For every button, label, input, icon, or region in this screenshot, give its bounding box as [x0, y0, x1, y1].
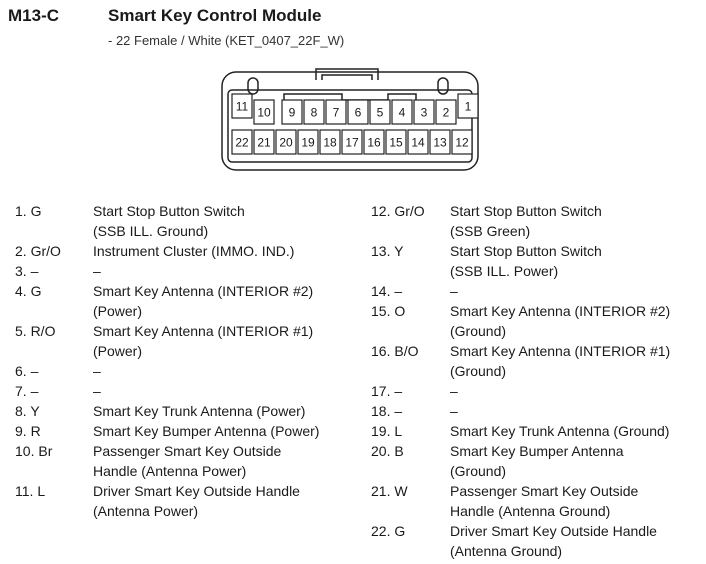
- pin-cell-13: [430, 130, 450, 154]
- pin-list-right: [371, 201, 670, 561]
- connector-subtitle: - 22 Female / White (KET_0407_22F_W): [108, 33, 345, 48]
- pin-description: –: [450, 383, 458, 399]
- pin-number: 7: [332, 105, 340, 120]
- pin-number: 5: [376, 105, 384, 120]
- pin-description: Smart Key Antenna (INTERIOR #2) (Ground): [450, 303, 671, 339]
- pin-cell-7: [326, 100, 346, 124]
- pin-entry: [15, 481, 319, 521]
- pin-cell-9: [282, 100, 302, 124]
- pin-number: 12: [455, 135, 469, 150]
- pin-entry: [15, 241, 319, 261]
- pin-description: Start Stop Button Switch (SSB ILL. Power): [450, 243, 602, 279]
- pin-entry: [371, 201, 670, 241]
- pin-entry: [371, 481, 670, 521]
- pin-description: Smart Key Antenna (INTERIOR #2) (Power): [93, 283, 314, 319]
- pin-entry: [371, 301, 670, 341]
- pin-cell-10: [254, 100, 274, 124]
- pin-entry: [15, 321, 319, 361]
- pin-description: Smart Key Bumper Antenna (Ground): [450, 443, 624, 479]
- pin-number: 14: [411, 135, 425, 150]
- pin-number-color: 15. O: [371, 303, 406, 319]
- connector-latch: [316, 69, 378, 80]
- module-title: Smart Key Control Module: [108, 6, 322, 25]
- pin-cell-11: [232, 94, 252, 118]
- pin-list-left: [15, 201, 319, 521]
- pin-number: 15: [389, 135, 403, 150]
- pin-description: Driver Smart Key Outside Handle (Antenna Ground): [450, 523, 657, 559]
- pin-number: 3: [420, 105, 428, 120]
- pin-description: Driver Smart Key Outside Handle (Antenna Power): [93, 483, 300, 519]
- pin-number-color: 5. R/O: [15, 323, 56, 339]
- pin-description: –: [93, 263, 101, 279]
- connector-tab-left: [248, 78, 258, 94]
- pin-description: Start Stop Button Switch (SSB ILL. Ground): [93, 203, 245, 239]
- pin-number: 16: [367, 135, 381, 150]
- pin-entry: [15, 261, 319, 281]
- pin-number-color: 13. Y: [371, 243, 404, 259]
- pin-number-color: 7. –: [15, 383, 39, 399]
- pin-cell-5: [370, 100, 390, 124]
- pin-entry: [15, 421, 319, 441]
- pin-entry: [15, 201, 319, 241]
- pin-cell-4: [392, 100, 412, 124]
- pin-number-color: 16. B/O: [371, 343, 419, 359]
- pin-cell-1: [458, 94, 478, 118]
- pin-description: Smart Key Trunk Antenna (Power): [93, 403, 306, 419]
- pin-cell-22: [232, 130, 252, 154]
- pin-number-color: 20. B: [371, 443, 404, 459]
- pin-description: –: [450, 403, 458, 419]
- pin-number-color: 12. Gr/O: [371, 203, 425, 219]
- pin-number-color: 18. –: [371, 403, 403, 419]
- pin-entry: [15, 381, 319, 401]
- pin-entry: [371, 521, 670, 561]
- pin-number-color: 21. W: [371, 483, 408, 499]
- pin-number-color: 14. –: [371, 283, 403, 299]
- pin-entry: [15, 441, 319, 481]
- pin-cell-18: [320, 130, 340, 154]
- pin-number: 8: [310, 105, 318, 120]
- pin-entry: [371, 281, 670, 301]
- pin-description: Instrument Cluster (IMMO. IND.): [93, 243, 295, 259]
- pin-number: 9: [288, 105, 296, 120]
- pin-number: 22: [235, 135, 249, 150]
- pin-description: Smart Key Antenna (INTERIOR #1) (Ground): [450, 343, 671, 379]
- pin-description: Start Stop Button Switch (SSB Green): [450, 203, 602, 239]
- pin-number-color: 1. G: [15, 203, 42, 219]
- pin-cell-19: [298, 130, 318, 154]
- pin-number: 19: [301, 135, 315, 150]
- connector-tab-mid: [438, 78, 448, 94]
- top-pin-row: [232, 94, 478, 124]
- pin-description: Smart Key Trunk Antenna (Ground): [450, 423, 670, 439]
- pin-number-color: 4. G: [15, 283, 42, 299]
- pin-number: 21: [257, 135, 271, 150]
- connector-code: M13-C: [8, 6, 60, 25]
- pin-cell-12: [452, 130, 472, 154]
- pin-number: 11: [235, 99, 249, 114]
- pin-number-color: 2. Gr/O: [15, 243, 61, 259]
- pin-number-color: 19. L: [371, 423, 403, 439]
- pin-entry: [371, 241, 670, 281]
- pin-number: 1: [464, 99, 472, 114]
- pin-entry: [371, 421, 670, 441]
- pin-description: Smart Key Bumper Antenna (Power): [93, 423, 320, 439]
- pin-description: Passenger Smart Key Outside Handle (Antenna Ground): [450, 483, 639, 519]
- pin-number: 13: [433, 135, 447, 150]
- pin-number: 2: [442, 105, 450, 120]
- pin-number: 4: [398, 105, 406, 120]
- pin-number-color: 11. L: [15, 483, 46, 499]
- pin-number-color: 9. R: [15, 423, 41, 439]
- bottom-pin-row: [232, 130, 472, 154]
- pin-cell-20: [276, 130, 296, 154]
- pin-entry: [371, 381, 670, 401]
- pin-number-color: 3. –: [15, 263, 39, 279]
- pin-description: Passenger Smart Key Outside Handle (Antenna Power): [93, 443, 282, 479]
- pin-cell-3: [414, 100, 434, 124]
- pin-cell-21: [254, 130, 274, 154]
- pin-cell-17: [342, 130, 362, 154]
- pin-number: 6: [354, 105, 362, 120]
- pin-cell-15: [386, 130, 406, 154]
- pin-cell-8: [304, 100, 324, 124]
- pin-cell-2: [436, 100, 456, 124]
- pin-number-color: 22. G: [371, 523, 406, 539]
- pin-description: –: [93, 363, 101, 379]
- connector-diagram: [210, 62, 490, 174]
- pin-number: 18: [323, 135, 337, 150]
- pin-entry: [15, 401, 319, 421]
- pin-entry: [371, 341, 670, 381]
- pin-description: –: [93, 383, 101, 399]
- pin-number: 10: [257, 105, 271, 120]
- pin-entry: [371, 441, 670, 481]
- pin-number: 20: [279, 135, 293, 150]
- pin-entry: [371, 401, 670, 421]
- pin-description: –: [450, 283, 458, 299]
- pin-cell-6: [348, 100, 368, 124]
- pin-number-color: 10. Br: [15, 443, 53, 459]
- pin-entry: [15, 281, 319, 321]
- pin-description: Smart Key Antenna (INTERIOR #1) (Power): [93, 323, 314, 359]
- pin-number-color: 6. –: [15, 363, 39, 379]
- pin-number-color: 17. –: [371, 383, 403, 399]
- pin-number: 17: [345, 135, 359, 150]
- pin-number-color: 8. Y: [15, 403, 40, 419]
- pin-cell-16: [364, 130, 384, 154]
- pin-cell-14: [408, 130, 428, 154]
- pin-entry: [15, 361, 319, 381]
